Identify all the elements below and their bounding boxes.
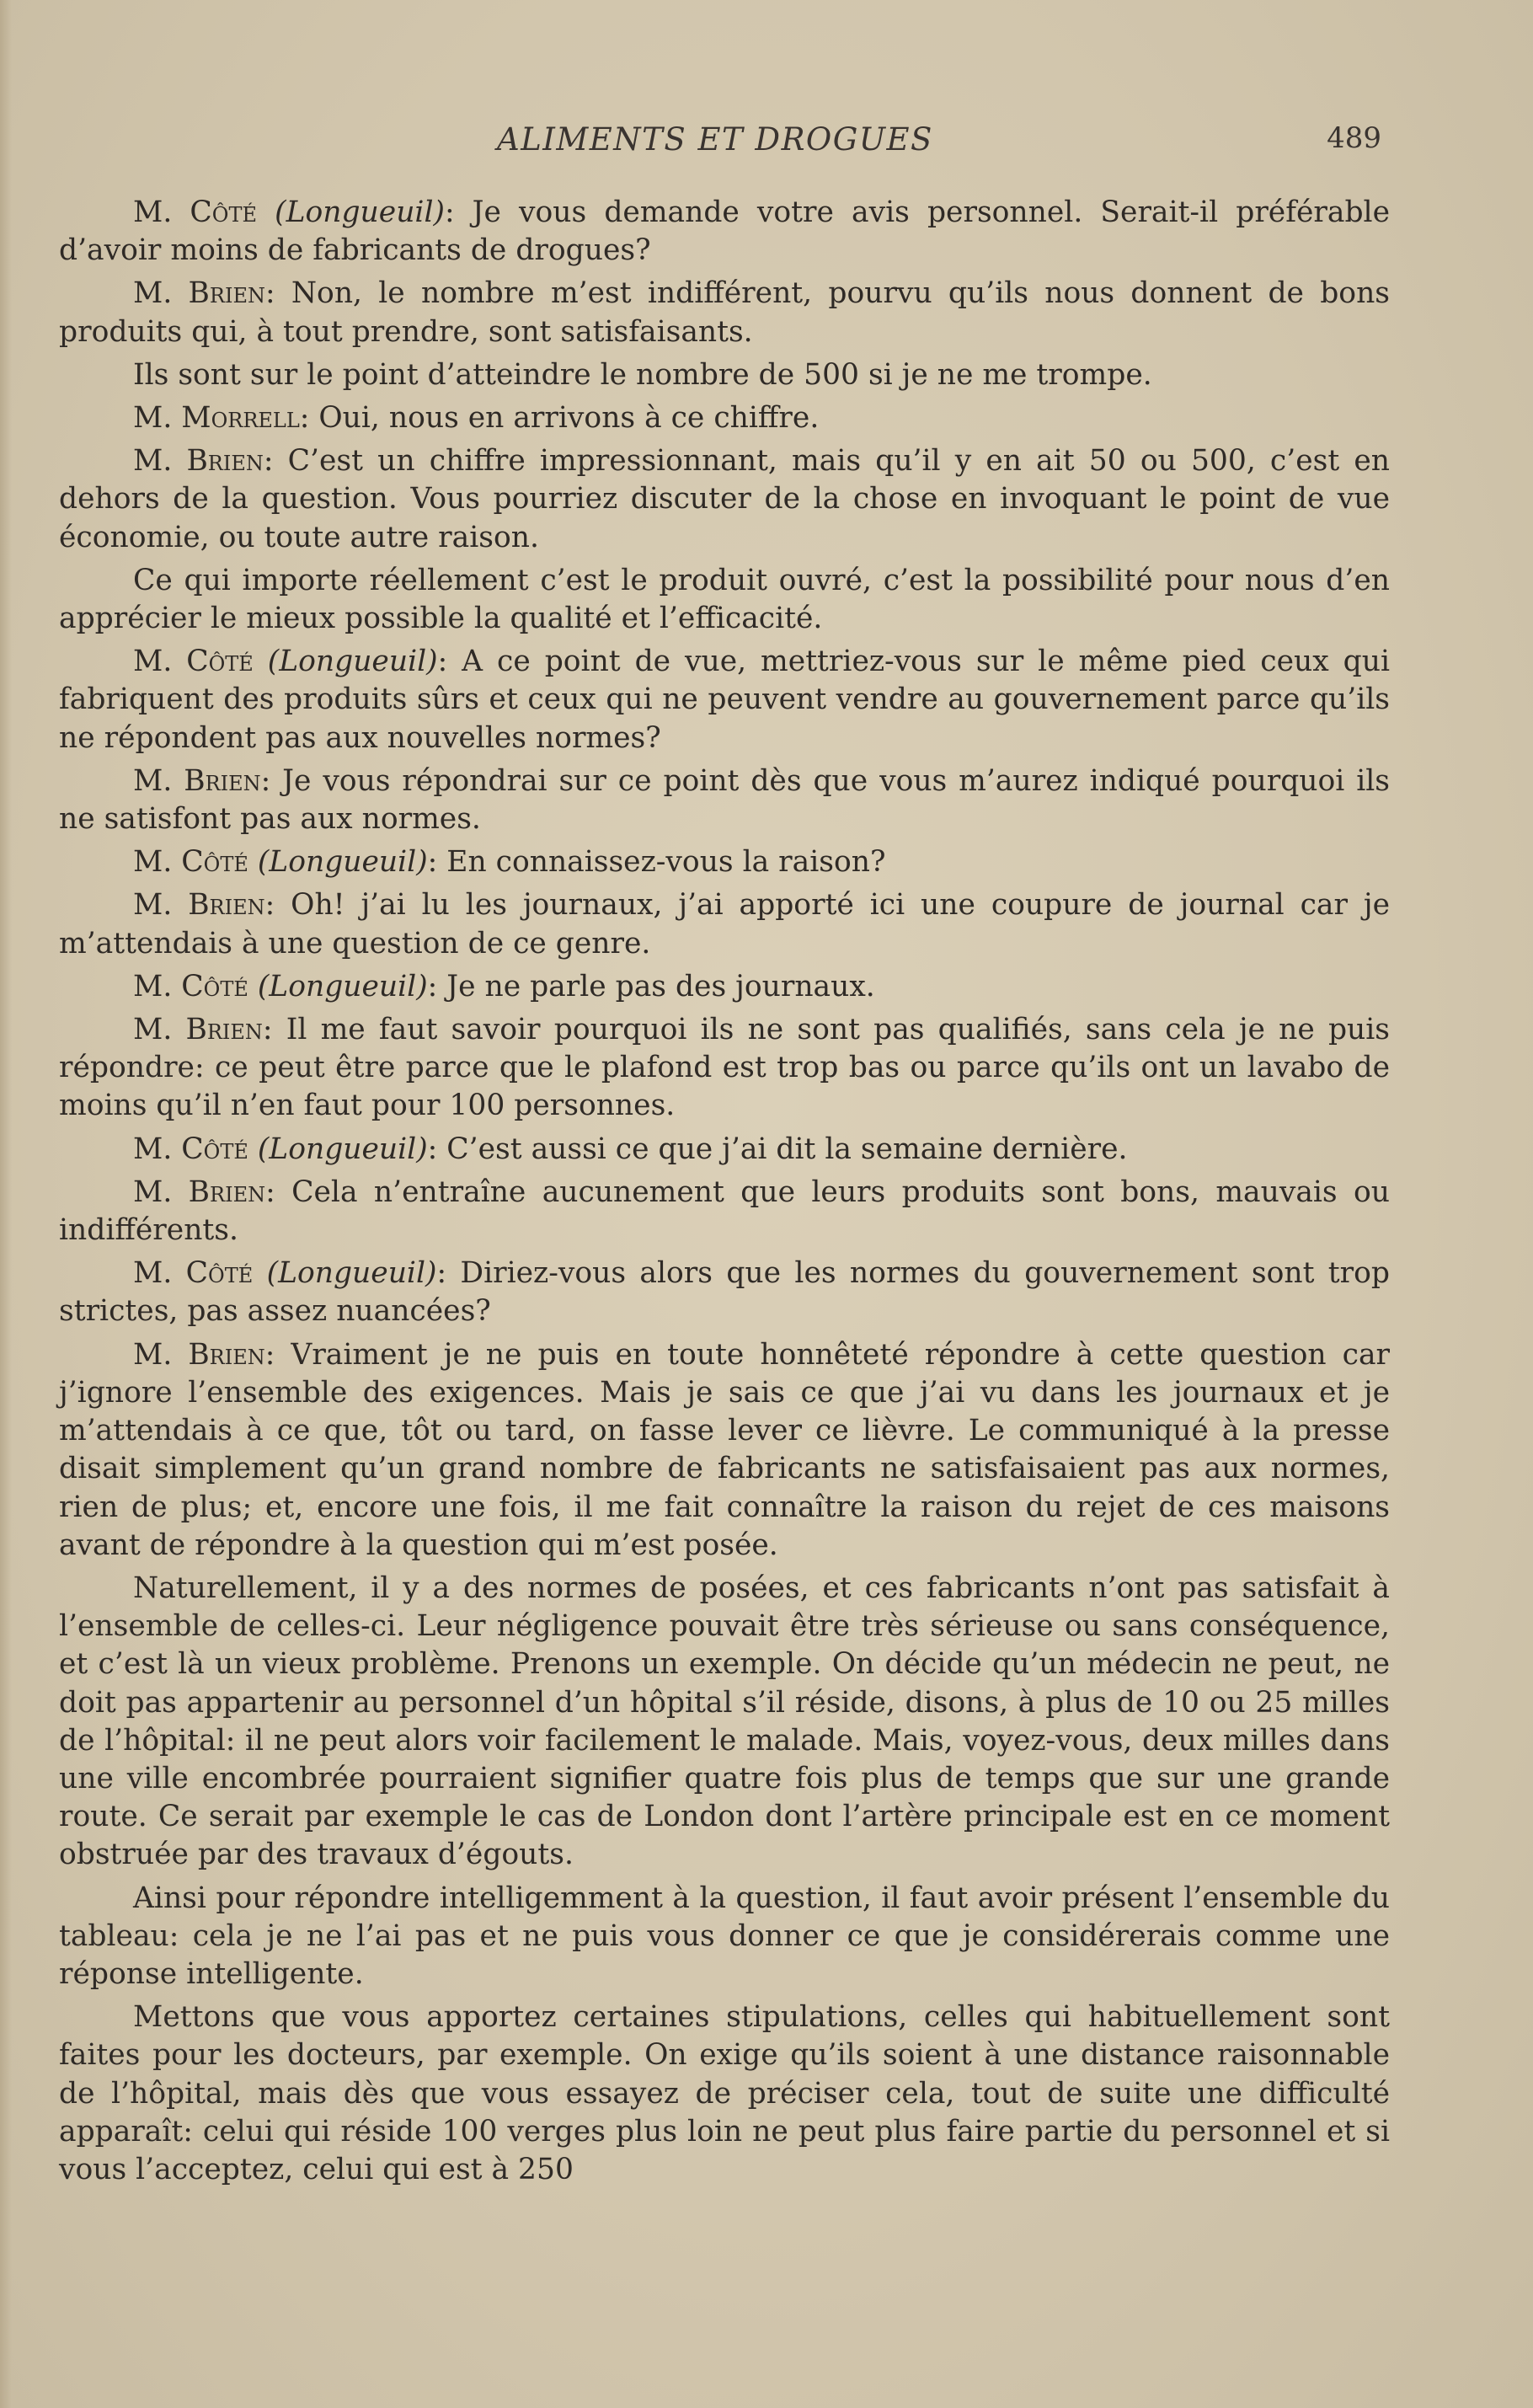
body-text (59, 194, 1390, 2194)
paragraph-text: : Non, le nombre m’est indifférent, pourvu qu’ils nous donnent de bons produits qui, à tout prendre, sont satisfaisants. (59, 276, 1390, 349)
paragraph (59, 1174, 1390, 1249)
running-head (0, 118, 1533, 169)
paragraph (59, 1255, 1390, 1330)
paragraph (59, 643, 1390, 757)
speaker-name: M. Côté (133, 969, 248, 1003)
speaker-name: M. Brien (133, 1013, 263, 1047)
paragraph (59, 1131, 1390, 1169)
paragraph-text: : C’est un chiffre impressionnant, mais qu’il y en ait 50 ou 500, c’est en dehors de la question. Vous pourriez discuter de la chose en invoquant le point de vue économie, ou toute autre raison. (59, 444, 1390, 554)
paragraph-text: Ce qui importe réellement c’est le produit ouvré, c’est la possibilité pour nous d’en apprécier le mieux possible la qualité et l’efficacité. (59, 563, 1390, 636)
paragraph-text: : Oh! j’ai lu les journaux, j’ai apporté ici une coupure de journal car je m’attendais à une question de ce genre. (59, 888, 1390, 961)
paragraph (59, 1570, 1390, 1875)
speaker-name: M. Côté (133, 845, 248, 880)
paragraph-text: Ainsi pour répondre intelligemment à la question, il faut avoir présent l’ensemble du tableau: cela je ne l’ai pas et ne puis vous donner ce que je considérerais comme une réponse intelligente. (59, 1881, 1390, 1991)
speaker-name: M. Côté (133, 1132, 248, 1166)
paragraph-text: : C’est aussi ce que j’ai dit la semaine dernière. (427, 1132, 1128, 1166)
paragraph-text: : Je ne parle pas des journaux. (427, 969, 875, 1003)
paragraph (59, 356, 1390, 394)
paragraph-text: Mettons que vous apportez certaines stipulations, celles qui habituellement sont faites pour les docteurs, par exemple. On exige qu’ils soient à une distance raisonnable de l’hôpital, mais dès que vous essayez de préciser cela, tout de suite une difficulté apparaît: celui qui réside 100 verges plus loin ne peut plus faire partie du personnel et si vous l’acceptez, celui qui est à 250 (59, 2000, 1390, 2186)
speaker-riding: (Longueuil) (266, 1256, 437, 1291)
paragraph-text: : Vraiment je ne puis en toute honnêteté répondre à cette question car j’ignore l’ensemble des exigences. Mais je sais ce que j’ai vu dans les journaux et je m’attendais à ce que, tôt ou tard, on fasse lever ce lièvre. Le communiqué à la presse disait simplement qu’un grand nombre de fabricants ne satisfaisaient pas aux normes, rien de plus; et, encore une fois, il me fait connaître la raison du rejet de ces maisons avant de répondre à la question qui m’est posée. (59, 1337, 1391, 1562)
paragraph-text: Ils sont sur le point d’atteindre le nombre de 500 si je ne me trompe. (133, 357, 1152, 392)
paragraph (59, 1999, 1390, 2189)
speaker-name: M. Côté (133, 1256, 254, 1291)
speaker-riding: (Longueuil) (267, 645, 438, 679)
paragraph (59, 763, 1390, 838)
paragraph-text: : Oui, nous en arrivons à ce chiffre. (299, 401, 820, 436)
speaker-riding: (Longueuil) (275, 195, 445, 229)
page-number: 489 (1327, 121, 1381, 155)
speaker-riding: (Longueuil) (257, 1132, 428, 1166)
paragraph (59, 968, 1390, 1006)
paragraph (59, 843, 1390, 881)
paragraph-text: : A ce point de vue, mettriez-vous sur le même pied ceux qui fabriquent des produits sûrs et ceux qui ne peuvent vendre au gouvernement parce qu’ils ne répondent pas aux nouvelles normes? (59, 645, 1390, 755)
paragraph-text: : Cela n’entraîne aucunement que leurs produits sont bons, mauvais ou indifférents. (59, 1175, 1390, 1248)
paragraph (59, 194, 1390, 270)
paragraph (59, 1880, 1390, 1994)
speaker-name: M. Brien (133, 763, 261, 798)
paragraph-text: Naturellement, il y a des normes de posées, et ces fabricants n’ont pas satisfait à l’ensemble de celles-ci. Leur négligence pouvait être très sérieuse ou sans conséquence, et c’est là un vieux problème. Prenons un exemple. On décide qu’un médecin ne peut, ne doit pas appartenir au personnel d’un hôpital s’il réside, disons, à plus de 10 ou 25 milles de l’hôpital: il ne peut alors voir facilement le malade. Mais, voyez-vous, deux milles dans une ville encombrée pourraient signifier quatre fois plus de temps que sur une grande route. Ce serait par exemple le cas de London dont l’artère principale est en ce moment obstruée par des travaux d’égouts. (59, 1571, 1390, 1872)
running-title: ALIMENTS ET DROGUES (497, 121, 933, 158)
speaker-name: M. Côté (133, 195, 257, 229)
paragraph (59, 1011, 1390, 1126)
paragraph (59, 1336, 1390, 1565)
speaker-name: M. Brien (133, 1175, 266, 1209)
paragraph-text: : Je vous demande votre avis personnel. Serait-il préférable d’avoir moins de fabricants de drogues? (59, 195, 1391, 268)
paragraph (59, 442, 1390, 557)
paragraph (59, 399, 1390, 437)
paragraph (59, 562, 1390, 638)
speaker-name: M. Côté (133, 645, 254, 679)
speaker-name: M. Brien (133, 276, 265, 311)
speaker-name: M. Brien (133, 444, 264, 479)
paragraph-text: : Je vous répondrai sur ce point dès que vous m’aurez indiqué pourquoi ils ne satisfont pas aux normes. (59, 763, 1390, 837)
paragraph (59, 275, 1390, 350)
paragraph-text: : En connaissez-vous la raison? (427, 845, 886, 880)
speaker-name: M. Brien (133, 888, 265, 923)
speaker-riding: (Longueuil) (257, 969, 428, 1003)
paragraph-text: : Il me faut savoir pourquoi ils ne sont pas qualifiés, sans cela je ne puis répondre: ce peut être parce que le plafond est trop bas ou parce qu’ils ont un lavabo de moins qu’il n’en faut pour 100 personnes. (59, 1013, 1390, 1123)
speaker-name: M. Morrell (133, 401, 300, 436)
paragraph-text: : Diriez-vous alors que les normes du gouvernement sont trop strictes, pas assez nuancées? (59, 1256, 1391, 1329)
speaker-name: M. Brien (133, 1337, 265, 1372)
paragraph (59, 886, 1390, 962)
speaker-riding: (Longueuil) (257, 845, 428, 880)
page-edge-shadow (0, 0, 12, 2408)
